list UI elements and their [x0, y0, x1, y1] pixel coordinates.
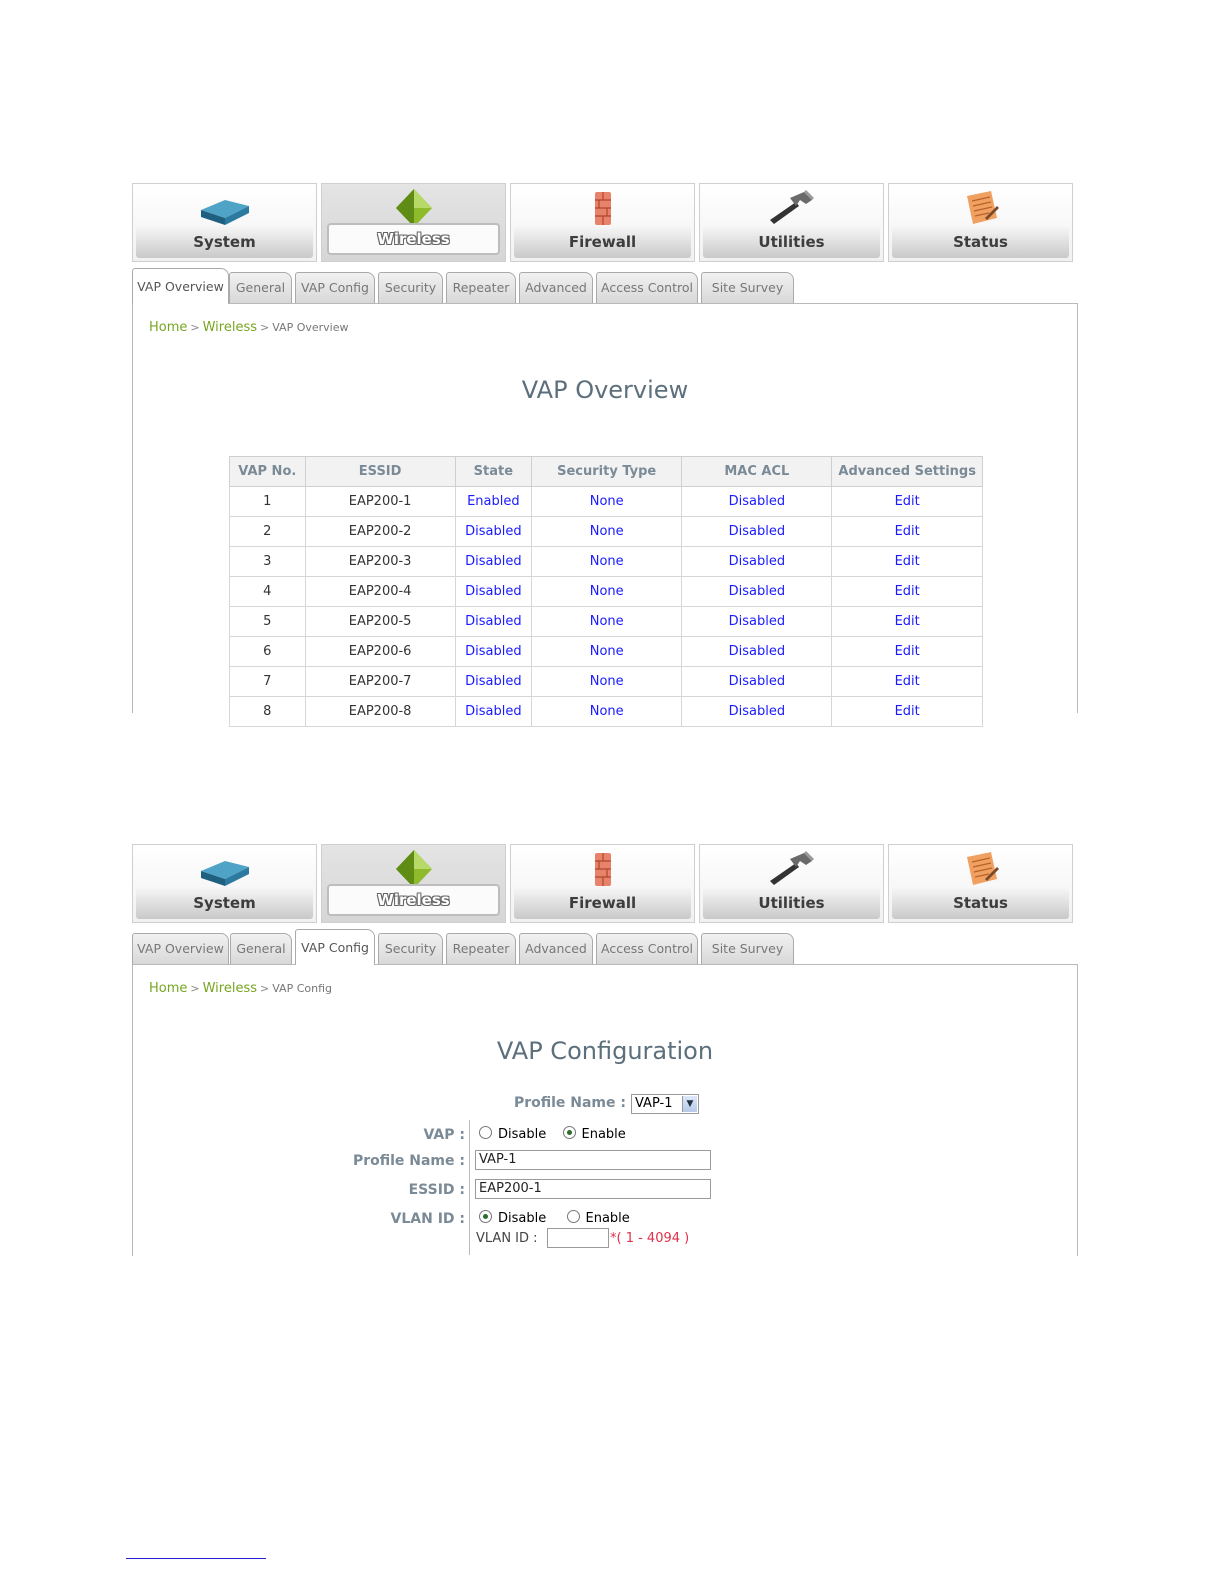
sub-tabs: [132, 268, 1080, 304]
table-row: [230, 487, 983, 517]
cell-vap-no: 1: [230, 487, 306, 517]
cell-vap-no: 2: [230, 517, 306, 547]
cell-mac-acl[interactable]: Disabled: [682, 487, 832, 517]
vlan-id-input[interactable]: [547, 1228, 609, 1248]
profile-name-label: Profile Name :: [352, 1153, 465, 1169]
col-state: State: [455, 457, 531, 487]
vap-label: VAP :: [423, 1127, 465, 1143]
nav-label: System: [136, 887, 313, 919]
cell-state[interactable]: Disabled: [455, 577, 531, 607]
nav-label: Status: [892, 226, 1069, 258]
notepad-icon: [955, 188, 1007, 228]
breadcrumb-separator: >: [260, 982, 270, 995]
vlan-label: VLAN ID :: [390, 1211, 465, 1227]
col-security-type: Security Type: [532, 457, 682, 487]
cell-security-type[interactable]: None: [532, 667, 682, 697]
cell-state[interactable]: Disabled: [455, 547, 531, 577]
table-row: [230, 637, 983, 667]
table-row: [230, 607, 983, 637]
tab-access-control[interactable]: Access Control: [596, 933, 698, 964]
tab-repeater[interactable]: Repeater: [446, 933, 516, 964]
tab-general[interactable]: General: [230, 933, 292, 964]
cell-vap-no: 6: [230, 637, 306, 667]
nav-system[interactable]: [132, 844, 317, 923]
cell-mac-acl[interactable]: Disabled: [682, 637, 832, 667]
cell-essid: EAP200-4: [305, 577, 455, 607]
vap-enable-radio[interactable]: [563, 1126, 576, 1139]
tab-security[interactable]: Security: [378, 933, 443, 964]
col-vap-no: VAP No.: [230, 457, 306, 487]
cell-essid: EAP200-2: [305, 517, 455, 547]
vap-table: [229, 456, 983, 727]
cell-security-type[interactable]: None: [532, 637, 682, 667]
cell-security-type[interactable]: None: [532, 607, 682, 637]
cell-security-type[interactable]: None: [532, 577, 682, 607]
cell-edit-link[interactable]: Edit: [832, 517, 983, 547]
profile-select-label: Profile Name :: [513, 1095, 626, 1111]
cell-essid: EAP200-7: [305, 667, 455, 697]
cell-essid: EAP200-5: [305, 607, 455, 637]
table-row: [230, 697, 983, 727]
hammer-icon: [766, 849, 818, 889]
form-divider: [469, 1120, 470, 1255]
tab-site-survey[interactable]: Site Survey: [701, 933, 794, 964]
cell-edit-link[interactable]: Edit: [832, 577, 983, 607]
col-essid: ESSID: [305, 457, 455, 487]
wireless-diamond-icon: [388, 188, 440, 228]
vap-radio-group: [479, 1126, 626, 1142]
nav-wireless[interactable]: [321, 844, 506, 923]
nav-label: Wireless: [327, 884, 500, 916]
vap-enable-label: Enable: [581, 1127, 626, 1142]
cell-mac-acl[interactable]: Disabled: [682, 607, 832, 637]
top-navigation: [132, 844, 1076, 925]
cell-mac-acl[interactable]: Disabled: [682, 577, 832, 607]
table-row: [230, 577, 983, 607]
tab-site-survey[interactable]: Site Survey: [701, 272, 794, 303]
chevron-down-icon: ▼: [682, 1096, 697, 1112]
breadcrumb-current: VAP Config: [272, 982, 333, 995]
col-mac-acl: MAC ACL: [682, 457, 832, 487]
vap-disable-radio[interactable]: [479, 1126, 492, 1139]
nav-label: Utilities: [703, 887, 880, 919]
cell-essid: EAP200-3: [305, 547, 455, 577]
vlan-enable-label: Enable: [585, 1211, 630, 1226]
vap-disable-label: Disable: [498, 1127, 547, 1142]
cell-state[interactable]: Disabled: [455, 697, 531, 727]
cell-mac-acl[interactable]: Disabled: [682, 667, 832, 697]
switch-icon: [199, 188, 251, 228]
tab-vap-overview[interactable]: VAP Overview: [132, 268, 229, 304]
cell-vap-no: 3: [230, 547, 306, 577]
page-title: VAP Overview: [521, 376, 689, 404]
breadcrumb: [149, 320, 349, 335]
nav-label: Firewall: [514, 226, 691, 258]
tab-repeater[interactable]: Repeater: [446, 272, 516, 303]
vlan-id-sub-label: VLAN ID :: [476, 1231, 538, 1246]
cell-essid: EAP200-8: [305, 697, 455, 727]
tab-access-control[interactable]: Access Control: [596, 272, 698, 303]
vlan-range-note: *( 1 - 4094 ): [610, 1231, 690, 1246]
breadcrumb-separator: >: [260, 321, 270, 334]
tab-security[interactable]: Security: [378, 272, 443, 303]
cell-mac-acl[interactable]: Disabled: [682, 697, 832, 727]
firewall-icon: [577, 188, 629, 228]
cell-security-type[interactable]: None: [532, 517, 682, 547]
table-row: [230, 517, 983, 547]
cell-state[interactable]: Disabled: [455, 667, 531, 697]
nav-wireless[interactable]: [321, 183, 506, 262]
cell-essid: EAP200-1: [305, 487, 455, 517]
tab-vap-config[interactable]: VAP Config: [295, 929, 375, 965]
cell-edit-link[interactable]: Edit: [832, 697, 983, 727]
cell-vap-no: 7: [230, 667, 306, 697]
cell-essid: EAP200-6: [305, 637, 455, 667]
cell-state[interactable]: Disabled: [455, 637, 531, 667]
breadcrumb-wireless[interactable]: Wireless: [202, 981, 258, 996]
cell-state[interactable]: Enabled: [455, 487, 531, 517]
tab-advanced[interactable]: Advanced: [519, 272, 593, 303]
table-row: [230, 547, 983, 577]
cell-security-type[interactable]: None: [532, 487, 682, 517]
breadcrumb-home[interactable]: Home: [149, 981, 188, 996]
nav-status[interactable]: [888, 183, 1073, 262]
content-panel: [132, 303, 1078, 719]
nav-label: Firewall: [514, 887, 691, 919]
col-advanced-settings: Advanced Settings: [832, 457, 983, 487]
notepad-icon: [955, 849, 1007, 889]
cell-state[interactable]: Disabled: [455, 607, 531, 637]
tab-general[interactable]: General: [229, 272, 292, 303]
breadcrumb-separator: >: [190, 982, 200, 995]
breadcrumb-home[interactable]: Home: [149, 320, 188, 335]
essid-label: ESSID :: [408, 1182, 465, 1198]
vlan-disable-label: Disable: [498, 1211, 547, 1226]
footnote-rule: [126, 1558, 266, 1559]
cell-vap-no: 5: [230, 607, 306, 637]
vap-table-body: [230, 487, 983, 727]
vap-config-screenshot: [132, 844, 1080, 1256]
nav-firewall[interactable]: [510, 844, 695, 923]
cell-edit-link[interactable]: Edit: [832, 667, 983, 697]
tab-advanced[interactable]: Advanced: [519, 933, 593, 964]
vap-overview-screenshot: [132, 183, 1080, 719]
nav-utilities[interactable]: [699, 183, 884, 262]
cell-state[interactable]: Disabled: [455, 517, 531, 547]
table-header-row: [230, 457, 983, 487]
nav-label: Wireless: [327, 223, 500, 255]
hammer-icon: [766, 188, 818, 228]
breadcrumb-wireless[interactable]: Wireless: [202, 320, 258, 335]
nav-firewall[interactable]: [510, 183, 695, 262]
firewall-icon: [577, 849, 629, 889]
sub-tabs: [132, 929, 1080, 965]
cell-security-type[interactable]: None: [532, 547, 682, 577]
cell-vap-no: 8: [230, 697, 306, 727]
profile-select[interactable]: [631, 1094, 699, 1114]
vlan-radio-group: [479, 1210, 630, 1226]
nav-status[interactable]: [888, 844, 1073, 923]
vlan-disable-radio[interactable]: [479, 1210, 492, 1223]
switch-icon: [199, 849, 251, 889]
tab-vap-config[interactable]: VAP Config: [295, 272, 375, 303]
tab-vap-overview[interactable]: VAP Overview: [132, 933, 229, 964]
nav-system[interactable]: [132, 183, 317, 262]
vlan-enable-radio[interactable]: [567, 1210, 580, 1223]
nav-utilities[interactable]: [699, 844, 884, 923]
nav-label: System: [136, 226, 313, 258]
cell-mac-acl[interactable]: Disabled: [682, 517, 832, 547]
nav-label: Utilities: [703, 226, 880, 258]
nav-label: Status: [892, 887, 1069, 919]
profile-select-value: VAP-1: [635, 1096, 673, 1111]
breadcrumb: [149, 981, 332, 996]
wireless-diamond-icon: [388, 849, 440, 889]
cell-edit-link[interactable]: Edit: [832, 487, 983, 517]
table-row: [230, 667, 983, 697]
cell-security-type[interactable]: None: [532, 697, 682, 727]
profile-name-input[interactable]: VAP-1: [475, 1150, 711, 1170]
essid-input[interactable]: EAP200-1: [475, 1179, 711, 1199]
breadcrumb-separator: >: [190, 321, 200, 334]
top-navigation: [132, 183, 1076, 264]
cell-edit-link[interactable]: Edit: [832, 547, 983, 577]
cell-vap-no: 4: [230, 577, 306, 607]
breadcrumb-current: VAP Overview: [272, 321, 349, 334]
cell-edit-link[interactable]: Edit: [832, 637, 983, 667]
page-title: VAP Configuration: [496, 1037, 714, 1065]
cell-edit-link[interactable]: Edit: [832, 607, 983, 637]
cell-mac-acl[interactable]: Disabled: [682, 547, 832, 577]
